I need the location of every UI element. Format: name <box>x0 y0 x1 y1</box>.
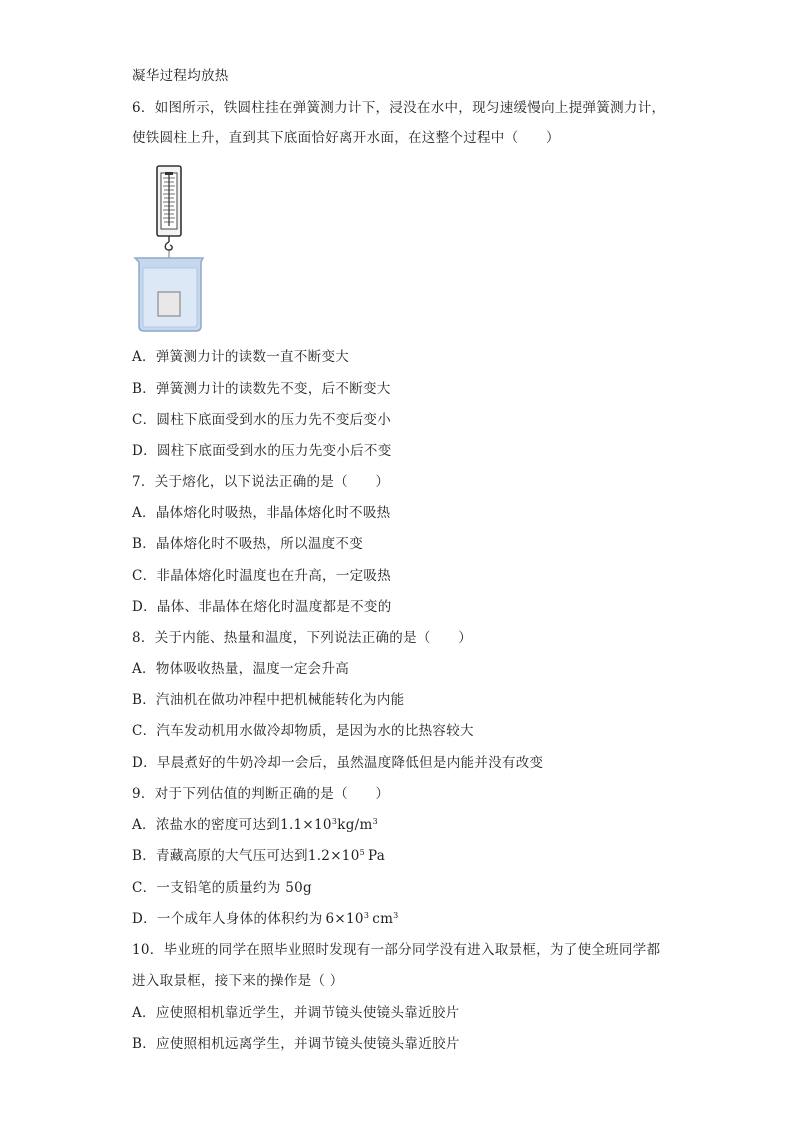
spring-scale-beaker-figure <box>128 164 218 336</box>
option-8b: B．汽油机在做功冲程中把机械能转化为内能 <box>132 692 405 708</box>
option-9b: B．青藏高原的大气压可达到$1.2\times 10^5$ Pa <box>132 848 386 864</box>
option-8d: D．早晨煮好的牛奶冷却一会后，虽然温度降低但是内能并没有改变 <box>132 755 544 771</box>
option-8c: C．汽车发动机用水做冷却物质，是因为水的比热容较大 <box>132 723 474 739</box>
option-8a: A．物体吸收热量，温度一定会升高 <box>132 661 350 677</box>
option-9c: C．一支铅笔的质量约为 50g <box>132 880 312 896</box>
option-10a: A．应使照相机靠近学生，并调节镜头使镜头靠近胶片 <box>132 1005 460 1021</box>
option-7a: A．晶体熔化时吸热，非晶体熔化时不吸热 <box>132 505 391 521</box>
option-6a: A．弹簧测力计的读数一直不断变大 <box>132 349 350 365</box>
question-6-stem: 6．如图所示，铁圆柱挂在弹簧测力计下，浸没在水中，现匀速缓慢向上提弹簧测力计， <box>132 100 666 116</box>
option-6b: B．弹簧测力计的读数先不变，后不断变大 <box>132 381 391 397</box>
text-line: 凝华过程均放热 <box>132 68 229 84</box>
option-7c: C．非晶体熔化时温度也在升高，一定吸热 <box>132 568 392 584</box>
option-10b: B．应使照相机远离学生，并调节镜头使镜头靠近胶片 <box>132 1036 460 1052</box>
question-9-stem: 9．对于下列估值的判断正确的是（ ） <box>132 786 390 802</box>
option-6c: C．圆柱下底面受到水的压力先不变后变小 <box>132 412 392 428</box>
option-9d: D．一个成年人身体的体积约为 $6\times 10^3$ $cm^3$ <box>132 911 399 927</box>
question-7-stem: 7．关于熔化，以下说法正确的是（ ） <box>132 474 390 490</box>
question-8-stem: 8．关于内能、热量和温度，下列说法正确的是（ ） <box>132 630 473 646</box>
option-7b: B．晶体熔化时不吸热，所以温度不变 <box>132 536 364 552</box>
question-10-stem: 10．毕业班的同学在照毕业照时发现有一部分同学没有进入取景框，为了使全班同学都 <box>132 942 661 958</box>
option-7d: D．晶体、非晶体在熔化时温度都是不变的 <box>132 599 392 615</box>
beaker-icon <box>135 258 203 331</box>
question-10-stem-cont: 进入取景框，接下来的操作是（ ） <box>132 973 344 989</box>
option-6d: D．圆柱下底面受到水的压力先变小后不变 <box>132 443 392 459</box>
question-6-stem-cont: 使铁圆柱上升，直到其下底面恰好离开水面，在这整个过程中（ ） <box>132 130 560 146</box>
option-9a: A．浓盐水的密度可达到$1.1\times 10^3kg/m^3$ <box>132 817 378 833</box>
